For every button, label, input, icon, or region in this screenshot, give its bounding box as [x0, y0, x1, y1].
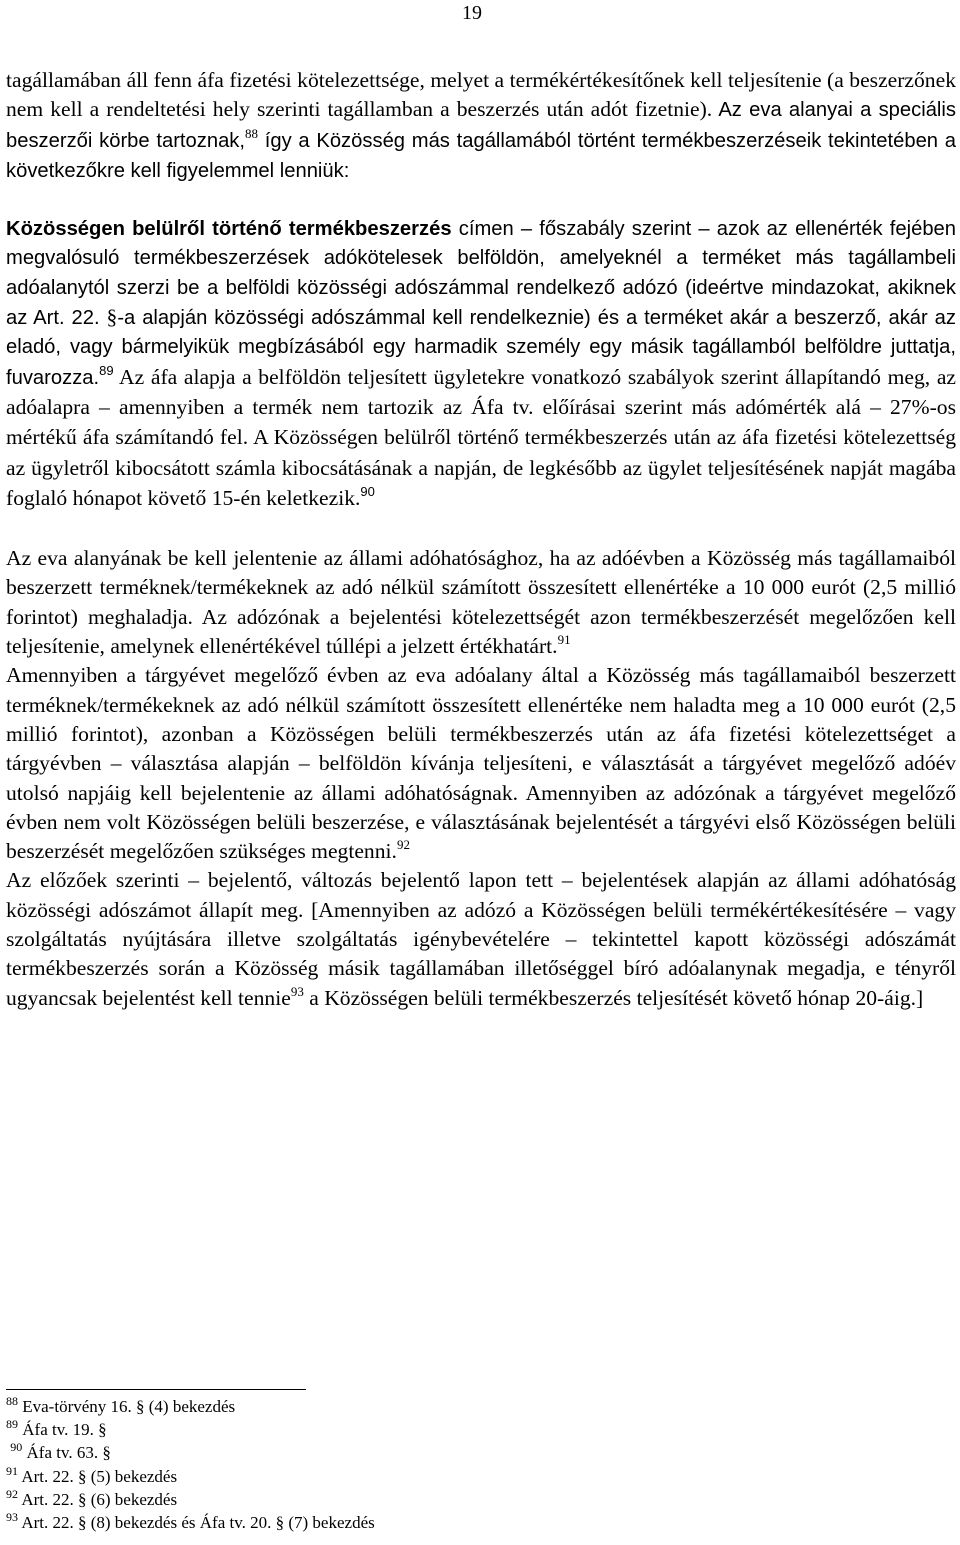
footnote-separator [6, 1389, 306, 1390]
paragraph-1-text-a: tagállamában áll fenn áfa fizetési kötelezettsége, melyet a termékértékesítőnek kell teljesítenie (a beszerzőnek nem kell a rendeltetési hely szerinti tagállamban a beszerzés után adót fizetnie). [6, 68, 956, 122]
footnote-text: Art. 22. § (8) bekezdés és Áfa tv. 20. § (7) bekezdés [21, 1513, 375, 1533]
footnote-ref-93: 93 [290, 983, 304, 999]
footnotes [6, 1395, 906, 1534]
paragraph-4 [6, 661, 956, 866]
footnote-text: Art. 22. § (5) bekezdés [21, 1466, 178, 1486]
paragraph-2-text-c: Az áfa alapja a belföldön teljesített ügyletekre vonatkozó szabályok szerint állapítandó meg, az adóalapra – amennyiben a termék nem tartozik az Áfa tv. előírásai szerint más adómérték alá – 27%-os mértékű áfa számítandó fel. A Közösségen belülről történő termékbeszerzés után az áfa fizetési kötelezettség az ügyletről kibocsátott számla kibocsátásának a napján, de legkésőbb az ügylet teljesítésének napját magába foglaló hónapot követő 15-én keletkezik. [6, 364, 956, 510]
paragraph-1 [6, 66, 956, 186]
footnote-number: 92 [6, 1486, 18, 1501]
footnote-text: Eva-törvény 16. § (4) bekezdés [22, 1397, 236, 1416]
body-text [6, 66, 956, 1013]
footnote-number: 89 [6, 1417, 18, 1432]
paragraph-5-text-a: Az előzőek szerinti – bejelentő, változás bejelentő lapon tett – bejelentések alapján az állami adóhatóság közösségi adószámot állapít meg. [Amennyiben az adózó a Közösségen belüli termékértékesítésére – vagy szolgáltatás nyújtására illetve szolgáltatás igénybevételére – tekintettel kapott közösségi adószámát termékbeszerzés során a Közösség másik tagállamában illetőséggel bíró adóalanynak megadja, e tényről ugyancsak bejelentést kell tennie [6, 868, 956, 1010]
footnote-number: 91 [6, 1463, 18, 1478]
paragraph-3 [6, 544, 956, 661]
footnote-ref-92: 92 [396, 837, 410, 853]
paragraph-5 [6, 866, 956, 1012]
paragraph-1-text-c: így a Közösség más tagállamából történt termékbeszerzéseik tekintetében a következőkre kell figyelemmel lenniük: [6, 129, 956, 182]
footnote-number: 93 [6, 1510, 18, 1525]
footnote-number: 88 [6, 1394, 18, 1408]
footnote-93 [6, 1511, 906, 1534]
paragraph-2-text-a: címen – főszabály szerint – azok az ellenérték fejében megvalósuló termékbeszerzések adókötelesek belföldön, amelyeknél a terméket más tagállambeli adóalanytól szerzi be a belföldi közösségi adószámmal rendelkező adózó (ideértve mindazokat, akiknek az Art. 22. [6, 218, 957, 330]
paragraph-1-text-b: Az eva alanyai a speciális beszerzői körbe tartoznak, [6, 99, 956, 152]
footnote-ref-89: 89 [99, 362, 114, 378]
section-sign: § [106, 305, 118, 330]
paragraph-4-text: Amennyiben a tárgyévet megelőző évben az eva adóalany által a Közösség más tagállamaiból beszerzett terméknek/termékeknek az adó nélkül számított összesített ellenértéke nem haladta meg a 10 000 eurót (2,5 millió forintot), azonban a Közösségen belüli termékbeszerzés után az áfa fizetési kötelezettséget a tárgyévben – választása alapján – belföldön kívánja teljesíteni, e választását a tárgyévet megelőző adóév utolsó napjáig kell bejelentenie az állami adóhatóságnak. Amennyiben az adózónak a tárgyévet megelőző évben nem volt Közösségen belüli beszerzése, e választásának bejelentését a tárgyévi első Közösségen belüli beszerzését megelőzően szükséges megtenni. [6, 663, 956, 864]
paragraph-5-text-b: a Közösségen belüli termékbeszerzés teljesítését követő hónap 20-áig.] [303, 985, 924, 1010]
paragraph-2-bold-term: Közösségen belülről történő termékbeszerzés [6, 218, 452, 241]
paragraph-2-text-b: -a alapján közösségi adószámmal kell rendelkeznie) és a terméket akár a beszerző, akár az eladó, vagy bármelyikük megbízásából egy harmadik személy egy másik tagállamból belföldre juttatja, fuvarozza. [6, 307, 957, 389]
footnote-text: Art. 22. § (6) bekezdés [21, 1489, 178, 1509]
page-number: 19 [462, 2, 482, 24]
footnote-text: Áfa tv. 19. § [22, 1420, 107, 1440]
paragraph-2 [6, 215, 956, 514]
footnote-number: 90 [10, 1440, 23, 1455]
footnote-ref-88: 88 [245, 125, 259, 141]
footnote-92 [6, 1488, 906, 1511]
footnote-ref-91: 91 [557, 632, 571, 648]
footnote-text: Áfa tv. 63. § [26, 1443, 111, 1463]
footnote-91 [6, 1465, 906, 1488]
paragraph-3-text: Az eva alanyának be kell jelentenie az állami adóhatósághoz, ha az adóévben a Közösség más tagállamaiból beszerzett terméknek/termékeknek az adó nélkül számított összesített ellenértéke a 10 000 eurót (2,5 millió forintot) meghaladja. Az adózónak a bejelentési kötelezettségét azon termékbeszerzését megelőzően kell teljesítenie, amelynek ellenértékével túllépi a jelzett értékhatárt. [6, 546, 956, 659]
footnote-89 [6, 1418, 906, 1441]
footnote-88 [6, 1395, 906, 1418]
footnote-ref-90: 90 [360, 483, 375, 499]
footnote-90 [6, 1441, 906, 1464]
